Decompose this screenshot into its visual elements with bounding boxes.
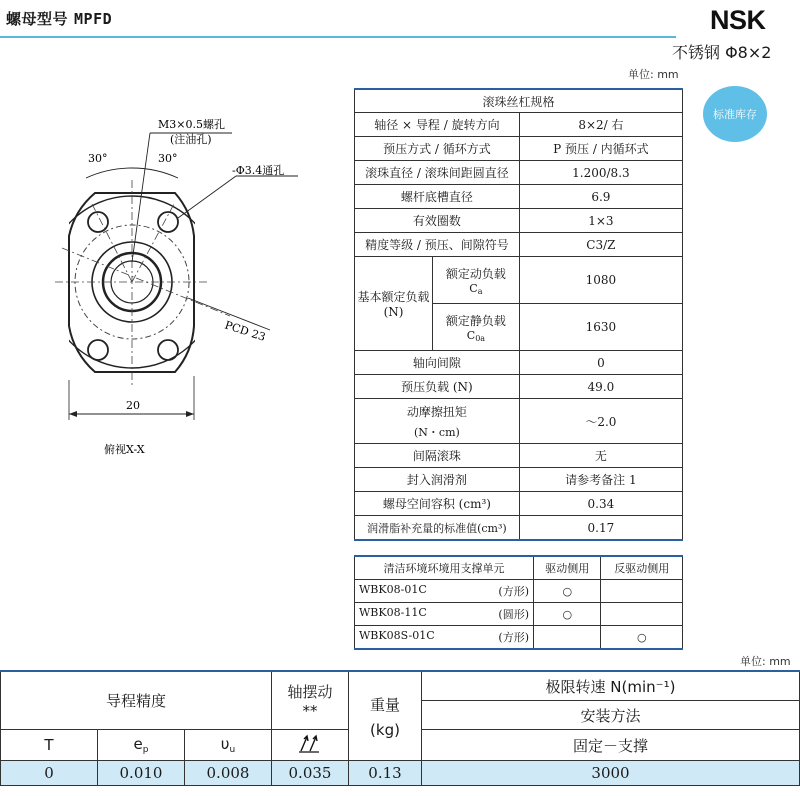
header-bar: [0, 0, 800, 36]
support-shape: (方形): [498, 631, 529, 644]
support-code: WBK08-01C: [359, 583, 427, 596]
col-vu: [185, 730, 272, 761]
stock-badge: 标准库存: [703, 86, 767, 142]
support-anti-mark: ○: [601, 626, 683, 650]
value-speed: 3000: [422, 761, 800, 786]
spec-value: P 预压 / 内循环式: [519, 137, 682, 161]
weight-header: [349, 671, 422, 761]
support-header-anti: 反驱动侧用: [601, 556, 683, 580]
dim-arrow-left: [69, 411, 77, 417]
support-shape: (方形): [498, 585, 529, 598]
table-header-row: [355, 556, 683, 580]
spec-value: 8×2/ 右: [519, 113, 682, 137]
col-ep-symbol: e: [133, 735, 143, 753]
spec-value: 1×3: [519, 209, 682, 233]
unit-label-bottom: 单位: mm: [740, 655, 791, 668]
performance-table: [0, 670, 800, 786]
spec-label: 封入润滑剂: [355, 468, 520, 492]
hole-leader: [178, 176, 236, 218]
spec-label: 间隔滚珠: [355, 444, 520, 468]
table-row: [355, 113, 683, 137]
speed-header: 极限转速 N(min⁻¹): [422, 671, 800, 701]
table-row: [355, 580, 683, 603]
support-unit-cell: [355, 603, 534, 626]
support-unit-cell: [355, 626, 534, 650]
fixed-support-header: 固定－支撑: [422, 730, 800, 761]
spec-value: 49.0: [519, 375, 682, 399]
table-row: [355, 137, 683, 161]
table-row: [355, 492, 683, 516]
table-row: [355, 257, 683, 304]
col-ep: [98, 730, 185, 761]
table-row: [355, 185, 683, 209]
ball-screw-spec-table: [354, 88, 683, 541]
stat-load-symbol: C: [466, 328, 476, 342]
spec-table-title: 滚珠丝杠规格: [355, 89, 683, 113]
spec-label: 精度等级 / 预压、间隙符号: [355, 233, 520, 257]
dyn-load-symbol: C: [469, 281, 478, 295]
load-group-label: 基本额定负载: [357, 290, 430, 304]
weight-unit: (kg): [370, 720, 400, 739]
spec-value: 请参考备注 1: [519, 468, 682, 492]
page-title: [6, 8, 112, 29]
support-code: WBK08S-01C: [359, 629, 435, 642]
spec-value: 0: [519, 351, 682, 375]
table-row: [355, 209, 683, 233]
table-row: [355, 516, 683, 541]
stat-load-value: 1630: [519, 304, 682, 351]
mount-hole-bl: [88, 340, 108, 360]
pcd-label: PCD 23: [223, 318, 268, 344]
col-vu-subscript: u: [229, 745, 236, 755]
screw-hole-label: M3×0.5螺孔: [158, 118, 225, 131]
spec-label: 预压方式 / 循环方式: [355, 137, 520, 161]
spec-value: C3/Z: [519, 233, 682, 257]
runout-mark: **: [302, 702, 318, 720]
support-unit-table: [354, 555, 683, 650]
value-ep: 0.010: [98, 761, 185, 786]
width-label: 20: [126, 399, 140, 412]
col-vu-symbol: υ: [220, 735, 230, 753]
table-row: [355, 399, 683, 444]
title-label: 螺母型号: [6, 10, 69, 28]
value-vu: 0.008: [185, 761, 272, 786]
table-row: [355, 603, 683, 626]
table-row: [1, 761, 800, 786]
brand-logo: NSK: [710, 5, 766, 35]
model-name: MPFD: [74, 10, 113, 28]
stat-load-subscript: 0a: [475, 333, 486, 343]
table-row: [355, 161, 683, 185]
through-hole-label: -Φ3.4通孔: [232, 164, 285, 177]
torque-value: ～2.0: [519, 399, 682, 444]
value-T: 0: [1, 761, 98, 786]
spec-label: 螺杆底槽直径: [355, 185, 520, 209]
dyn-load-cell: [433, 257, 520, 304]
spec-value: 1.200/8.3: [519, 161, 682, 185]
torque-unit: (N・cm): [414, 425, 460, 439]
support-anti-mark: [601, 580, 683, 603]
spec-value: 无: [519, 444, 682, 468]
support-header-drive: 驱动侧用: [534, 556, 601, 580]
weight-label: 重量: [369, 695, 400, 714]
table-row: [355, 444, 683, 468]
stat-load-label: 额定静负载: [445, 313, 506, 328]
dim-arrow-right: [186, 411, 194, 417]
value-runout: 0.035: [272, 761, 349, 786]
torque-label: 动摩擦扭矩: [406, 404, 467, 419]
nut-top-view-drawing: [0, 60, 340, 480]
spec-value: 6.9: [519, 185, 682, 209]
table-row: [355, 233, 683, 257]
dyn-load-value: 1080: [519, 257, 682, 304]
table-row: [355, 626, 683, 650]
support-drive-mark: ○: [534, 603, 601, 626]
support-drive-mark: ○: [534, 580, 601, 603]
spec-label: 预压负载 (N): [355, 375, 520, 399]
spec-label: 润滑脂补充量的标准值(cm³): [355, 516, 520, 541]
dyn-load-label: 额定动负载: [445, 266, 506, 281]
support-unit-cell: [355, 580, 534, 603]
install-header: 安装方法: [422, 701, 800, 730]
view-label: 俯视X-X: [104, 443, 145, 456]
lead-precision-header: 导程精度: [1, 671, 272, 730]
torque-cell: [355, 399, 520, 444]
spec-value: 0.17: [519, 516, 682, 541]
runout-header: [272, 671, 349, 730]
load-group-unit: (N): [383, 305, 404, 319]
table-header-row: [1, 671, 800, 701]
spec-label: 滚珠直径 / 滚珠间距圆直径: [355, 161, 520, 185]
dyn-load-subscript: a: [477, 286, 483, 296]
stat-load-cell: [433, 304, 520, 351]
unit-label-top: 单位: mm: [628, 68, 679, 81]
col-ep-subscript: p: [142, 745, 149, 755]
support-code: WBK08-11C: [359, 606, 427, 619]
table-row: [355, 351, 683, 375]
support-drive-mark: [534, 626, 601, 650]
col-T: T: [1, 730, 98, 761]
runout-symbol-cell: [272, 730, 349, 761]
spec-label: 螺母空间容积 (cm³): [355, 492, 520, 516]
table-row: [355, 468, 683, 492]
runout-label: 轴摆动: [287, 683, 333, 701]
material-label: 不锈钢 Φ8×2: [672, 43, 772, 62]
header-divider: [0, 36, 676, 38]
angle-arc-right: [132, 168, 178, 178]
angle-left-label: 30°: [88, 152, 108, 165]
mount-hole-br: [158, 340, 178, 360]
support-header-unit: 清洁环境环境用支撑单元: [355, 556, 534, 580]
table-row: [355, 375, 683, 399]
support-shape: (圆形): [498, 608, 529, 621]
value-weight: 0.13: [349, 761, 422, 786]
center-lines: [55, 180, 230, 385]
angle-right-label: 30°: [158, 152, 178, 165]
spec-label: 轴径 × 导程 / 旋转方向: [355, 113, 520, 137]
spec-label: 轴向间隙: [355, 351, 520, 375]
support-anti-mark: [601, 603, 683, 626]
spec-label: 有效圈数: [355, 209, 520, 233]
screw-hole-sublabel: (注油孔): [170, 133, 212, 146]
runout-symbol-icon: [297, 732, 323, 754]
angle-arc-left: [86, 168, 132, 178]
load-group-cell: [355, 257, 433, 351]
spec-value: 0.34: [519, 492, 682, 516]
